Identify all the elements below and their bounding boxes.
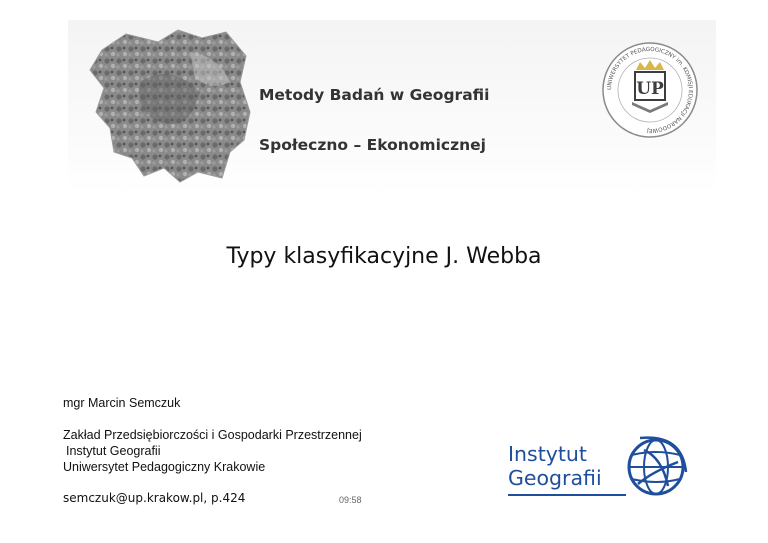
region-map-graphic [80, 22, 270, 187]
contact-info: semczuk@up.krakow.pl, p.424 [63, 491, 246, 505]
affiliation-university: Uniwersytet Pedagogiczny Krakowie [63, 460, 266, 474]
university-seal-logo [600, 40, 700, 140]
institute-logo-line-1: Instytut [508, 442, 587, 466]
seal-ring-text: UNIWERSYTET PEDAGOGICZNY im. KOMISJI EDUKACJI NARODOWEJ [606, 46, 694, 134]
institute-logo [494, 424, 699, 504]
affiliation-department: Zakład Przedsiębiorczości i Gospodarki Przestrzennej [63, 428, 362, 442]
seal-monogram: UP [636, 79, 664, 99]
course-title-line-2: Społeczno – Ekonomicznej [259, 136, 486, 154]
course-title-line-1: Metody Badań w Geografii [259, 86, 490, 104]
affiliation-institute: Instytut Geografii [66, 444, 161, 458]
slide-time: 09:58 [339, 495, 362, 505]
institute-logo-line-2: Geografii [508, 466, 602, 490]
presentation-title: Typy klasyfikacyjne J. Webba [226, 244, 542, 269]
institute-logo-underline [508, 494, 626, 496]
author-name: mgr Marcin Semczuk [63, 396, 181, 410]
globe-icon [622, 434, 690, 500]
